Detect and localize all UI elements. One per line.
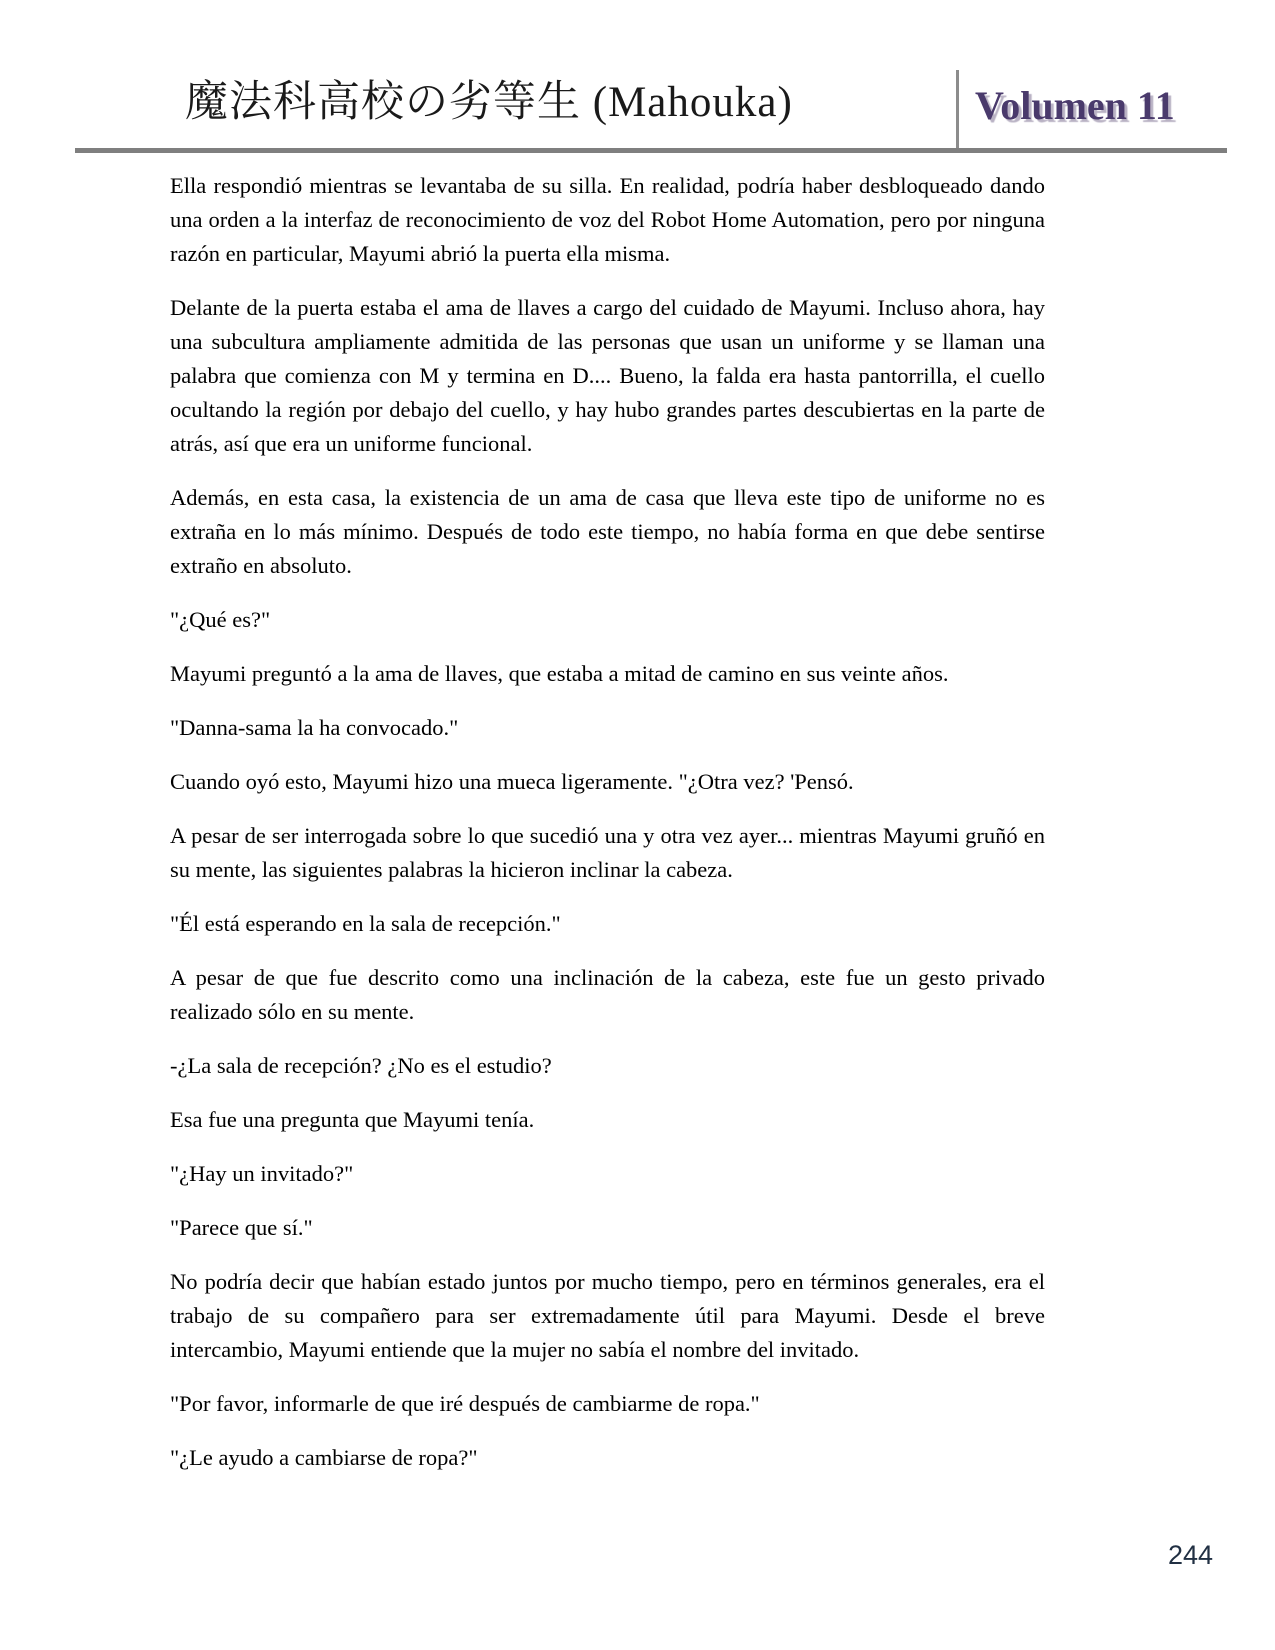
paragraph: No podría decir que habían estado juntos por mucho tiempo, pero en términos generales, era el trabajo de su compañero para ser extremadamente útil para Mayumi. Desde el breve intercambio, Mayumi entiende que la mujer no sabía el nombre del invitado. bbox=[170, 1269, 1045, 1362]
paragraph: A pesar de ser interrogada sobre lo que sucedió una y otra vez ayer... mientras Mayumi gruñó en su mente, las siguientes palabras la hicieron inclinar la cabeza. bbox=[170, 823, 1045, 882]
header-rule bbox=[75, 148, 1227, 153]
paragraph: A pesar de que fue descrito como una inclinación de la cabeza, este fue un gesto privado realizado sólo en su mente. bbox=[170, 965, 1045, 1024]
paragraph: "Por favor, informarle de que iré después de cambiarme de ropa." bbox=[170, 1391, 760, 1416]
page-number: 244 bbox=[1167, 1540, 1213, 1570]
page-title: 魔法科高校の劣等生 (Mahouka) bbox=[185, 79, 793, 126]
paragraph: "Parece que sí." bbox=[170, 1215, 313, 1240]
paragraph: Delante de la puerta estaba el ama de llaves a cargo del cuidado de Mayumi. Incluso ahora, hay una subcultura ampliamente admitida de las personas que usan un uniforme y se llaman una palabra que comienza con M y termina en D.... Bueno, la falda era hasta pantorrilla, el cuello ocultando la región por debajo del cuello, y hay hubo grandes partes descubiertas en la parte de atrás, así que era un uniforme funcional. bbox=[170, 295, 1045, 456]
paragraph: Cuando oyó esto, Mayumi hizo una mueca ligeramente. "¿Otra vez? 'Pensó. bbox=[170, 769, 854, 794]
paragraph: Además, en esta casa, la existencia de un ama de casa que lleva este tipo de uniforme no es extraña en lo más mínimo. Después de todo este tiempo, no había forma en que debe sentirse extraño en absoluto. bbox=[170, 485, 1045, 578]
paragraph: Esa fue una pregunta que Mayumi tenía. bbox=[170, 1107, 535, 1132]
paragraph: "¿Le ayudo a cambiarse de ropa?" bbox=[170, 1445, 478, 1470]
paragraph: Mayumi preguntó a la ama de llaves, que estaba a mitad de camino en sus veinte años. bbox=[170, 661, 949, 686]
page-body-text bbox=[0, 153, 1275, 1475]
paragraph: Ella respondió mientras se levantaba de su silla. En realidad, podría haber desbloqueado dando una orden a la interfaz de reconocimiento de voz del Robot Home Automation, pero por ninguna razón en particular, Mayumi abrió la puerta ella misma. bbox=[170, 173, 1045, 266]
paragraph: "¿Hay un invitado?" bbox=[170, 1161, 354, 1186]
paragraph: -¿La sala de recepción? ¿No es el estudio? bbox=[170, 1053, 552, 1078]
paragraph: "¿Qué es?" bbox=[170, 607, 271, 632]
paragraph: "Él está esperando en la sala de recepción." bbox=[170, 911, 561, 936]
paragraph: "Danna-sama la ha convocado." bbox=[170, 715, 459, 740]
header-divider-line bbox=[956, 70, 959, 148]
page-header bbox=[0, 0, 1275, 153]
volume-label: Volumen 11 bbox=[975, 83, 1175, 128]
